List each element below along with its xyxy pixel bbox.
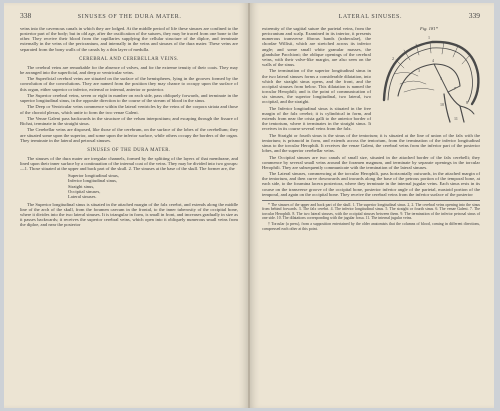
page-number: 339 [468,11,480,20]
dura-mater-sinuses-illustration [374,30,486,124]
paragraph: veins into the cavernous canals in which they are lodged. At the middle period of life these sinuses are confined to the posterior part of the body; but in old age, after the ossification of the sutures, they may be traced from one bone to the other. They receive their blood from the capillaries supplying the cellular structure of the diploe, and terminate externally in the veins of the pericranium, and internally in the veins and sinuses of the dura mater. These veins are separated from the bony walls of the canals by a thin layer of medulla. [20,26,238,52]
paragraph: The Cerebellar veins are disposed, like those of the cerebrum, on the surface of the lobes of the cerebellum; they are situated some upon the superior, and some upon the inferior surface, while others occupy the borders of the organ. They terminate in the lateral and petrosal sinuses. [20,127,238,143]
svg-text:10: 10 [440,102,444,107]
svg-text:8: 8 [466,100,468,105]
svg-text:2: 2 [392,56,394,61]
paragraph: The Inferior longitudinal sinus is situated in the free margin of the falx cerebri; it is cylindrical in form, and extends from near the crista galli to the anterior border of the tentorium, where it terminates in the straight sinus. It receives in its course several veins from the falx. [262,105,371,132]
paragraph: The Occipital sinuses are two canals of small size, situated in the attached border of the falx cerebelli; they commence by several small veins around the foramen magnum, and terminate by separate openings in the torcular Herophili. They are subsequently communicate with the termination of the lateral sinuses. [262,154,480,170]
figure-label: Fig. 181* [420,26,438,31]
svg-text:4: 4 [432,58,434,63]
book-spread [4,3,496,408]
right-page [250,3,494,408]
svg-text:3: 3 [418,68,420,73]
list-item: Superior longitudinal sinus, [68,173,119,179]
list-item: Straight sinus, [68,183,95,189]
footnote: * The sinuses of the upper and back part of the skull. 1. The superior longitudinal sinus. 2, 2. The cerebral veins opening into the sinus from behind forwards. 3. The falx cerebri. 4. The inferior longitudinal sinus. 5. The straight or fourth sinus. 6. The venae Galeni. 7. The torcular Herophili. 8. The two lateral sinuses, with the occipital sinuses between them. 9. The termination of the inferior petrosal sinus of one side. 10. The dilatations corresponding with the jugular fossa. 11. The internal jugular veins. [262,202,480,221]
footnote: † Torcular (a press), from a supposition entertained by the older anatomists that the columns of blood, coming in different directions, compressed each other at this point. [262,222,480,231]
page-number: 338 [20,11,32,20]
svg-text:1: 1 [428,35,430,40]
left-page-header [20,11,238,20]
running-head: SINUSES OF THE DURA MATER. [77,14,182,20]
right-page-header [262,11,480,20]
running-head: LATERAL SINUSES. [338,14,403,20]
list-item: Occipital sinuses, [68,188,101,194]
paragraph: The Superior cerebral veins, seven or eight in number on each side, pass obliquely forwards, and terminate in the superior longitudinal sinus, in the opposite direction to the course of the stream of blood in the sinus. [20,92,238,104]
paragraph: The cerebral veins are remarkable for the absence of valves, and for the extreme tenuity of their coats. They may be arranged into the superficial, and deep or ventricular veins. [20,64,238,75]
svg-text:5: 5 [440,76,442,81]
paragraph: The sinuses of the dura mater are irregular channels, formed by the splitting of the layers of that membrane, and lined upon their inner surface by a continuation of the internal coat of the veins. They may be divided into two groups:—1. Those situated at the upper and back part of the skull. 2. The sinuses at the base of the skull. The former are, the [20,155,238,172]
left-page [4,3,248,408]
paragraph: extremity of the sagittal suture the parietal veins, from the pericranium and scalp. Examined in its interior, it presents numerous transverse fibrous bands (trabeculae), the chordae Willisii, which are stretched across its inferior angle; and some small white granular masses, the glandulae Pacchioni; the oblique openings of the cerebral veins, with their valve-like margin, are also seen on the walls of the sinus. [262,26,371,68]
sinus-list [68,173,238,198]
list-item: Inferior longitudinal sinus, [68,178,118,184]
paragraph: The Straight or fourth sinus is the sinus of the tentorium; it is situated at the line of union of the falx with the tentorium; is prismoid in form, and extends across the tentorium, from the termination of the inferior longitudinal sinus to the torcular Herophili. It receives the venae Galeni, the cerebral veins from the inferior part of the posterior lobes, and the superior cerebellar veins. [262,132,480,154]
section-heading: CEREBRAL AND CEREBELLAR VEINS. [79,56,179,62]
section-heading: SINUSES OF THE DURA MATER. [87,147,171,153]
paragraph: The Lateral sinuses, commencing at the torcular Herophili, pass horizontally outwards, in the attached margin of the tentorium, and then curve downwards and inwards along the base of the petrous portion of the temporal bone, at each side, to the foramina lacera posteriora, where they terminate in the internal jugular veins. Each sinus rests in its course on the transverse groove of the occipital bone, posterior inferior angle of the parietal, mastoid portion of the temporal, and again on the occipital bone. They receive the cerebral veins from the inferior surface of the posterior [262,171,480,197]
paragraph: The Superficial cerebral veins are situated on the surface of the hemispheres, lying in the grooves formed by the convolution of the convolutions. They are named from the position they may chance to occupy upon the surface of this organ, either superior or inferior, external or internal, anterior or posterior. [20,76,238,92]
paragraph: The Venae Galeni pass backwards in the structure of the velum interpositum; and escaping through the fissure of Bichat, terminate in the straight sinus. [20,115,238,127]
paragraph: The termination of the superior longitudinal sinus in the two lateral sinuses forms a considerable dilatation, into which the straight sinus opens, and the front, and the occipital sinuses from below. This dilatation is named the torcular Herophili; and is the point of communication of six sinuses, the superior longitudinal, two lateral, two occipital, and the straight. [262,68,371,105]
paragraph: The Superior longitudinal sinus is situated in the attached margin of the falx cerebri, and extends along the middle line of the arch of the skull, from the foramen caecum in the frontal, to the inner tuberosity of the occipital bone, where it divides into the two lateral sinuses. It is triangular in form, is small in front, and increases gradually in size as it passes backwards; it receives the superior cerebral veins, which open into it obliquely numerous small veins from the diploe, and near the posterior [20,201,238,228]
svg-text:11: 11 [454,116,458,121]
svg-text:7: 7 [454,86,456,91]
paragraph: The Deep or Ventricular veins commence within the lateral ventricles by the veins of the corpora striata and those of the choroid plexus, which unite to form the two venae Galeni. [20,104,238,115]
footnotes [262,200,480,231]
list-item: Lateral sinuses. [68,193,97,199]
figure-181 [374,24,486,124]
